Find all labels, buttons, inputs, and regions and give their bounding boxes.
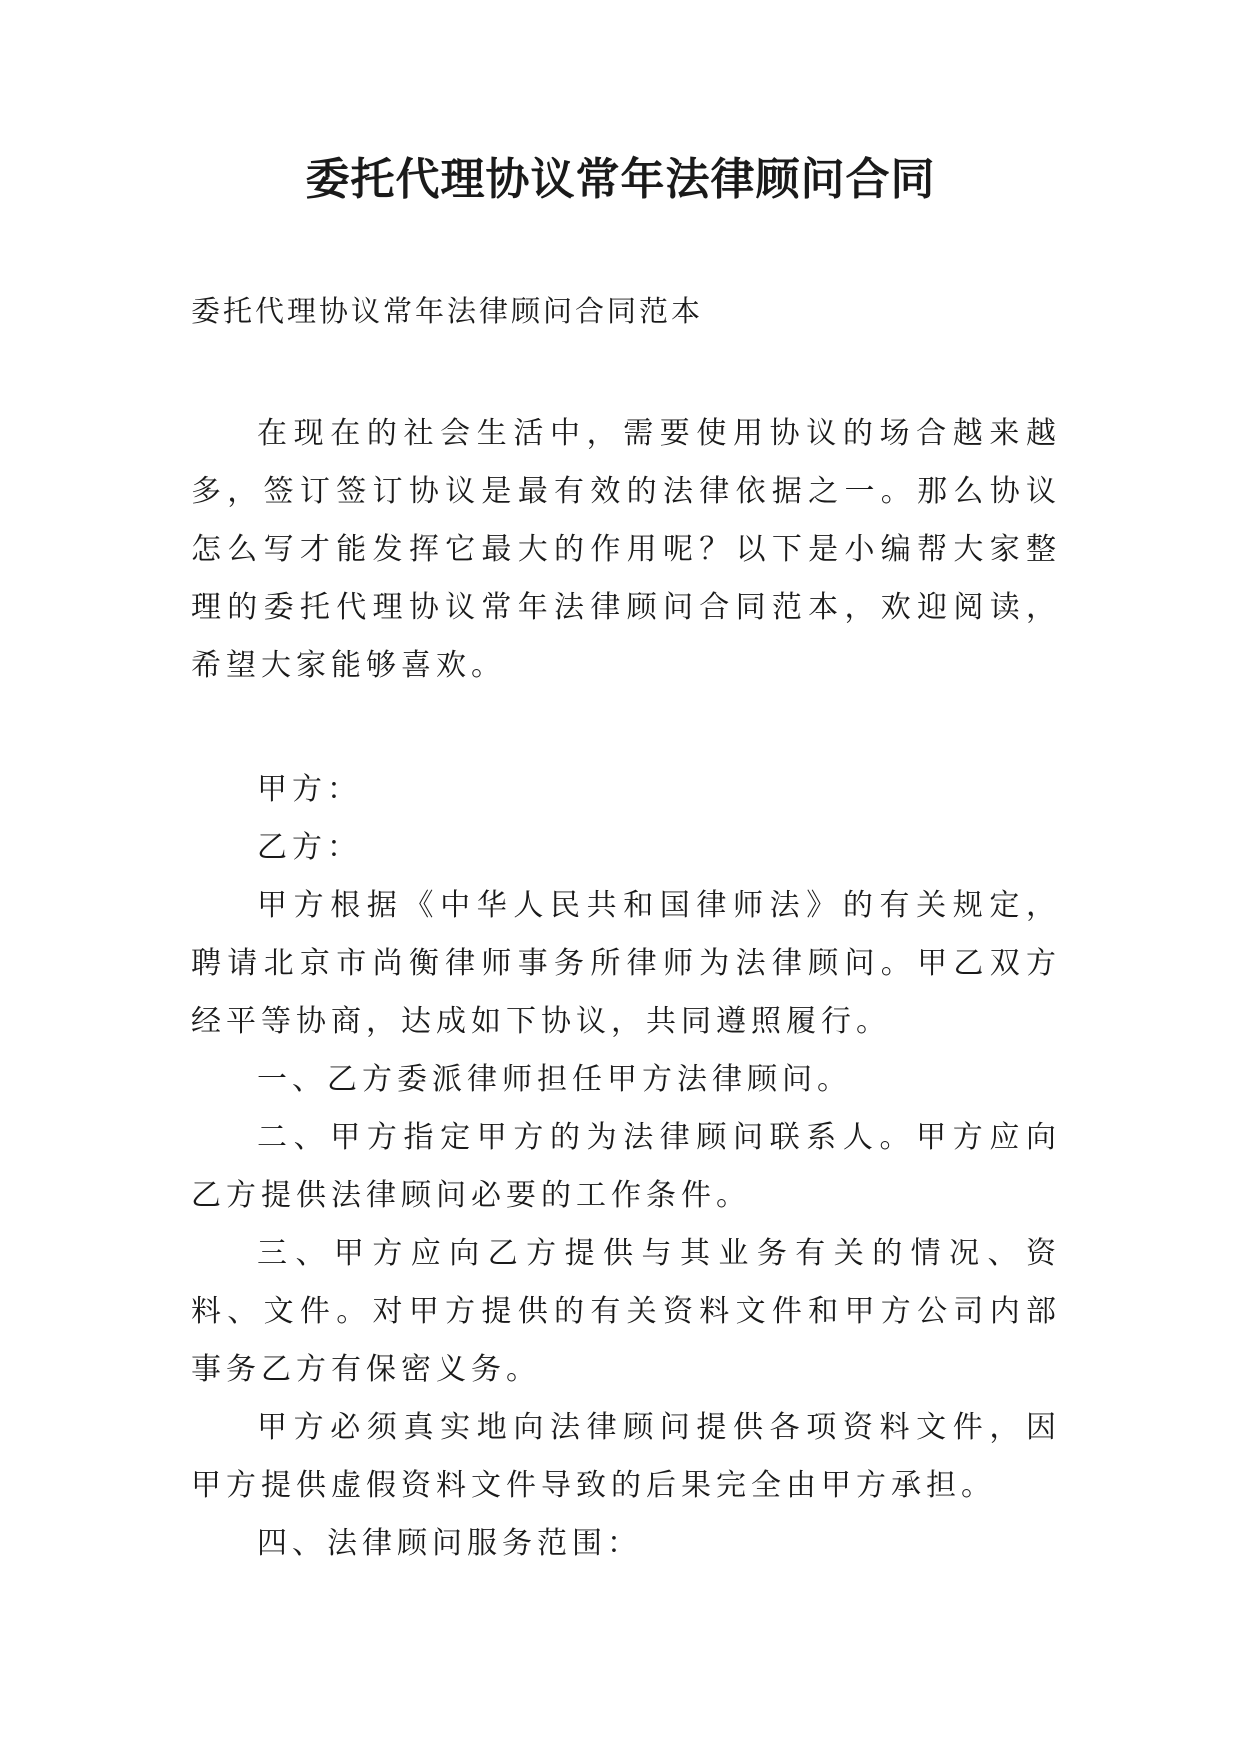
intro-paragraph: 在现在的社会生活中，需要使用协议的场合越来越多，签订签订协议是最有效的法律依据之一。那么协议怎么写才能发挥它最大的作用呢？以下是小编帮大家整理的委托代理协议常年法律顾问合同范本，欢迎阅读，希望大家能够喜欢。 [191,416,1061,683]
party-b-line: 乙方： [257,830,362,865]
party-a-line: 甲方： [257,772,362,807]
document-subtitle: 委托代理协议常年法律顾问合同范本 [191,294,704,328]
basis-paragraph: 甲方根据《中华人民共和国律师法》的有关规定，聘请北京市尚衡律师事务所律师为法律顾问。甲乙双方经平等协商，达成如下协议，共同遵照履行。 [191,888,1061,1039]
clause-3: 三、甲方应向乙方提供与其业务有关的情况、资料、文件。对甲方提供的有关资料文件和甲方公司内部事务乙方有保密义务。 [191,1236,1061,1387]
clause-1: 一、乙方委派律师担任甲方法律顾问。 [257,1062,852,1097]
document-title: 委托代理协议常年法律顾问合同 [305,154,936,205]
clause-3-continued: 甲方必须真实地向法律顾问提供各项资料文件，因甲方提供虚假资料文件导致的后果完全由甲方承担。 [191,1410,1061,1503]
clause-4: 四、法律顾问服务范围： [257,1526,642,1561]
clause-2: 二、甲方指定甲方的为法律顾问联系人。甲方应向乙方提供法律顾问必要的工作条件。 [191,1120,1061,1213]
